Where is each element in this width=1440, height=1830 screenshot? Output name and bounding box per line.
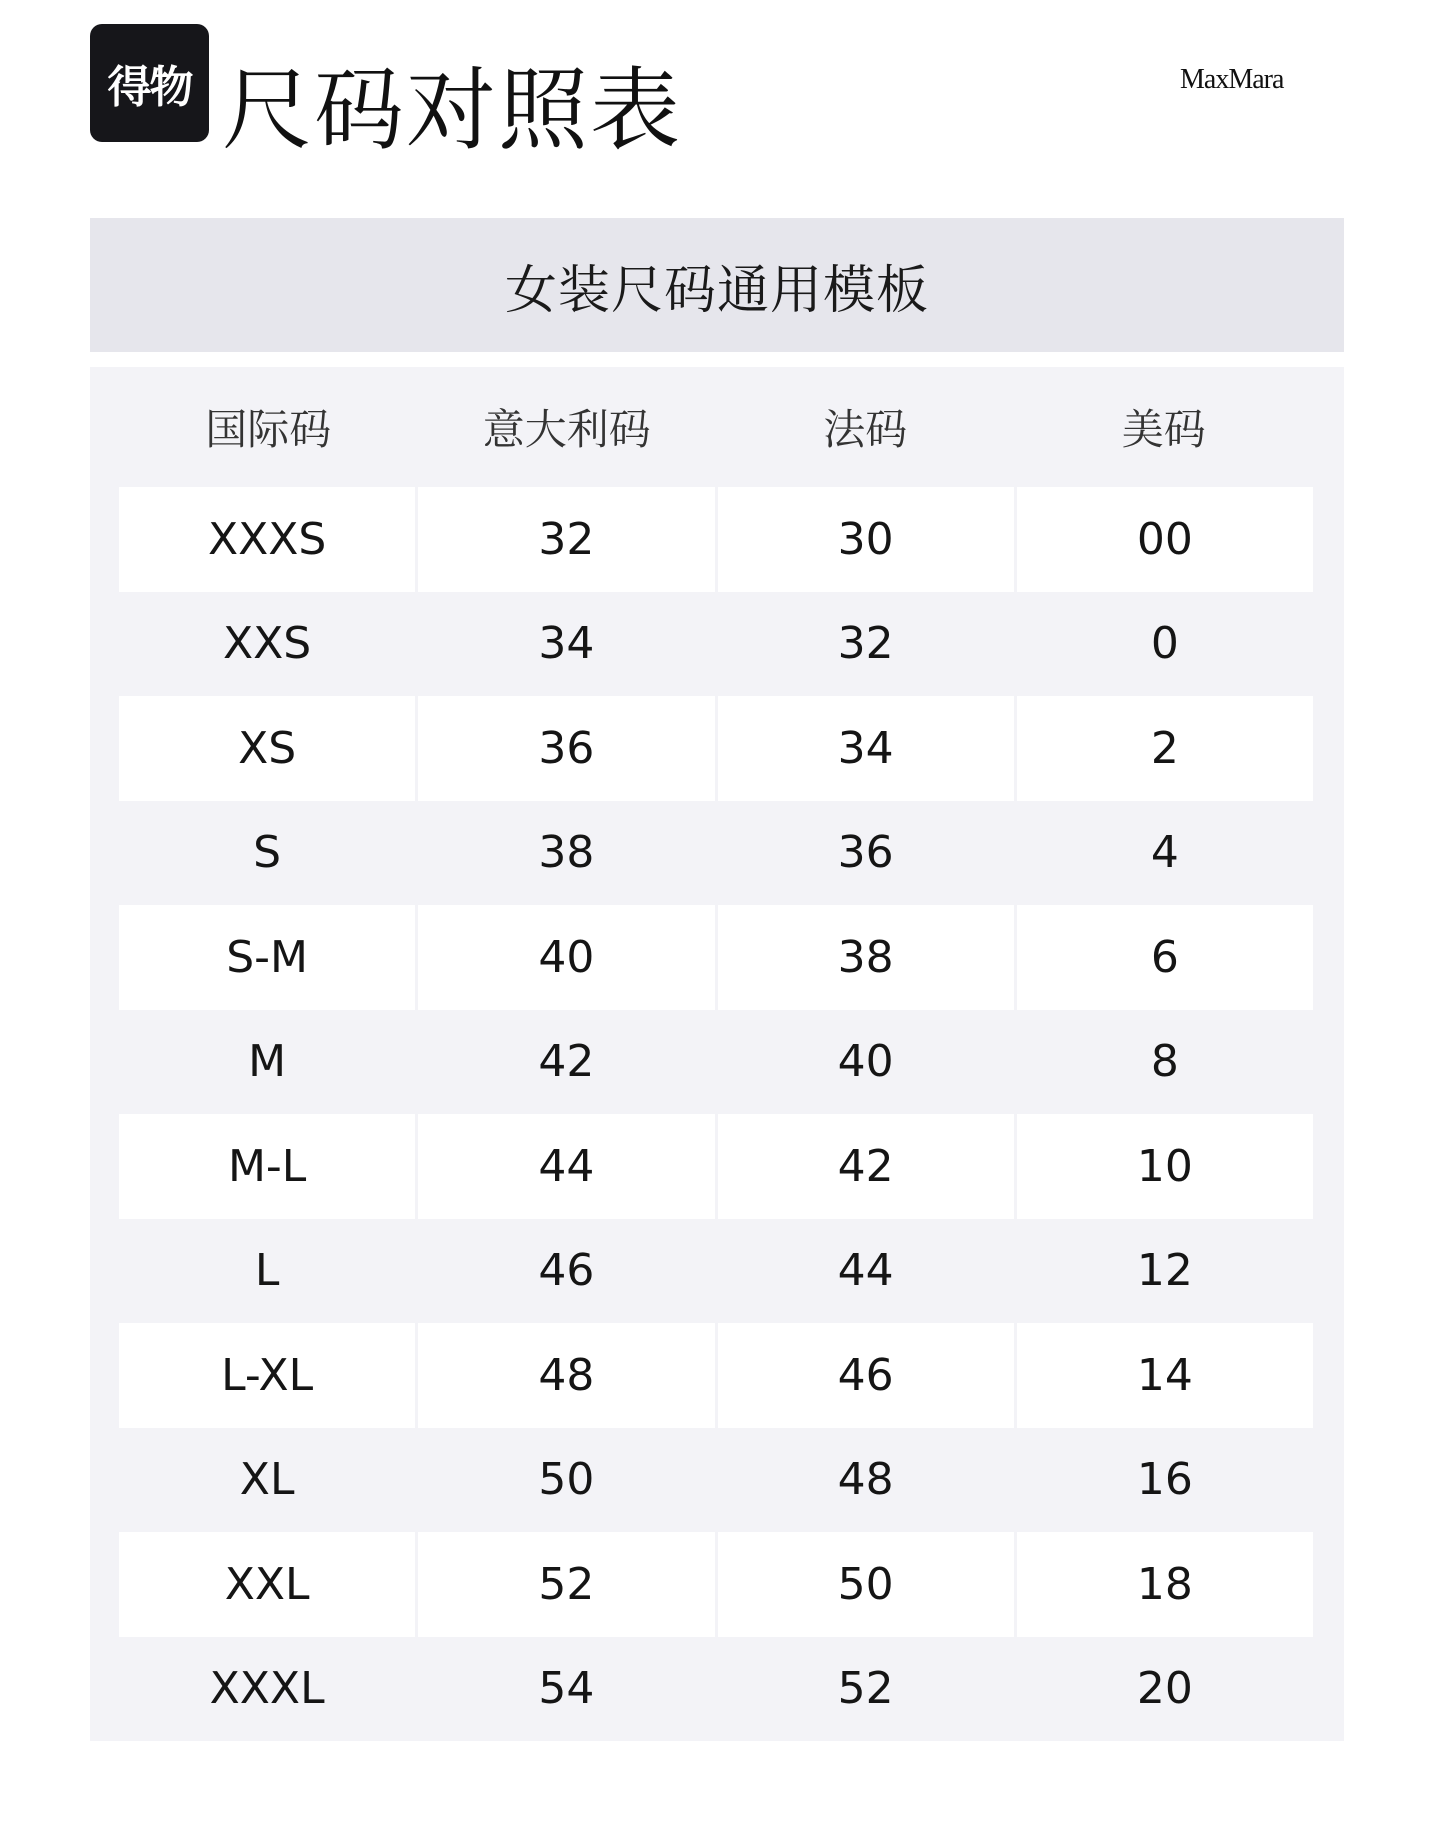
- cell-french: 30: [718, 487, 1014, 592]
- cell-us: 6: [1017, 905, 1313, 1010]
- template-banner: [90, 218, 1344, 352]
- cell-french: 38: [718, 905, 1014, 1010]
- cell-international: XS: [119, 696, 415, 801]
- cell-international: XXL: [119, 1532, 415, 1637]
- cell-us: 10: [1017, 1114, 1313, 1219]
- cell-italian: 54: [538, 1663, 595, 1715]
- dewu-logo: [90, 24, 209, 142]
- column-header-italian: 意大利码: [482, 405, 651, 454]
- cell-italian: 48: [418, 1323, 714, 1428]
- cell-italian: 42: [538, 1036, 595, 1088]
- cell-international: S-M: [119, 905, 415, 1010]
- cell-italian: 40: [418, 905, 714, 1010]
- cell-us: 14: [1017, 1323, 1313, 1428]
- cell-us: 2: [1017, 696, 1313, 801]
- cell-french: 48: [837, 1454, 894, 1506]
- column-header-international: 国际码: [205, 405, 332, 454]
- cell-italian: 36: [418, 696, 714, 801]
- table-row: [119, 1637, 1313, 1742]
- page-title: 尺码对照表: [222, 58, 682, 163]
- cell-us: 20: [1136, 1663, 1193, 1715]
- brand-logo: MaxMara: [1180, 64, 1284, 95]
- cell-french: 36: [837, 827, 894, 879]
- cell-french: 52: [837, 1663, 894, 1715]
- cell-international: S: [253, 827, 282, 879]
- column-header-us: 美码: [1121, 405, 1206, 454]
- table-row: [119, 487, 1313, 592]
- cell-us: 4: [1150, 827, 1179, 879]
- table-row: [119, 1219, 1313, 1324]
- cell-us: 8: [1150, 1036, 1179, 1088]
- cell-french: 42: [718, 1114, 1014, 1219]
- cell-international: M-L: [119, 1114, 415, 1219]
- cell-us: 16: [1136, 1454, 1193, 1506]
- table-row: [119, 1010, 1313, 1115]
- cell-us: 18: [1017, 1532, 1313, 1637]
- logo-text: 得物: [107, 62, 192, 113]
- cell-french: 32: [837, 618, 894, 670]
- cell-international: M: [248, 1036, 287, 1088]
- cell-us: 0: [1150, 618, 1179, 670]
- cell-italian: 34: [538, 618, 595, 670]
- table-header-row: [119, 367, 1313, 487]
- cell-italian: 44: [418, 1114, 714, 1219]
- cell-international: L-XL: [119, 1323, 415, 1428]
- column-header-french: 法码: [823, 405, 908, 454]
- cell-french: 44: [837, 1245, 894, 1297]
- table-row: [119, 592, 1313, 697]
- table-row: [119, 905, 1313, 1010]
- cell-italian: 32: [418, 487, 714, 592]
- size-table: [90, 367, 1344, 1741]
- cell-french: 40: [837, 1036, 894, 1088]
- cell-french: 46: [718, 1323, 1014, 1428]
- cell-international: L: [254, 1245, 280, 1297]
- cell-international: XL: [239, 1454, 295, 1506]
- table-row: [119, 801, 1313, 906]
- table-row: [119, 1532, 1313, 1637]
- cell-french: 34: [718, 696, 1014, 801]
- cell-italian: 50: [538, 1454, 595, 1506]
- cell-us: 12: [1136, 1245, 1193, 1297]
- cell-international: XXXL: [209, 1663, 325, 1715]
- table-row: [119, 1114, 1313, 1219]
- cell-french: 50: [718, 1532, 1014, 1637]
- table-body: [119, 487, 1313, 1741]
- cell-us: 00: [1017, 487, 1313, 592]
- table-row: [119, 1323, 1313, 1428]
- cell-italian: 46: [538, 1245, 595, 1297]
- cell-international: XXS: [223, 618, 312, 670]
- cell-international: XXXS: [119, 487, 415, 592]
- table-row: [119, 696, 1313, 801]
- template-title: 女装尺码通用模板: [504, 260, 929, 321]
- table-row: [119, 1428, 1313, 1533]
- cell-italian: 38: [538, 827, 595, 879]
- cell-italian: 52: [418, 1532, 714, 1637]
